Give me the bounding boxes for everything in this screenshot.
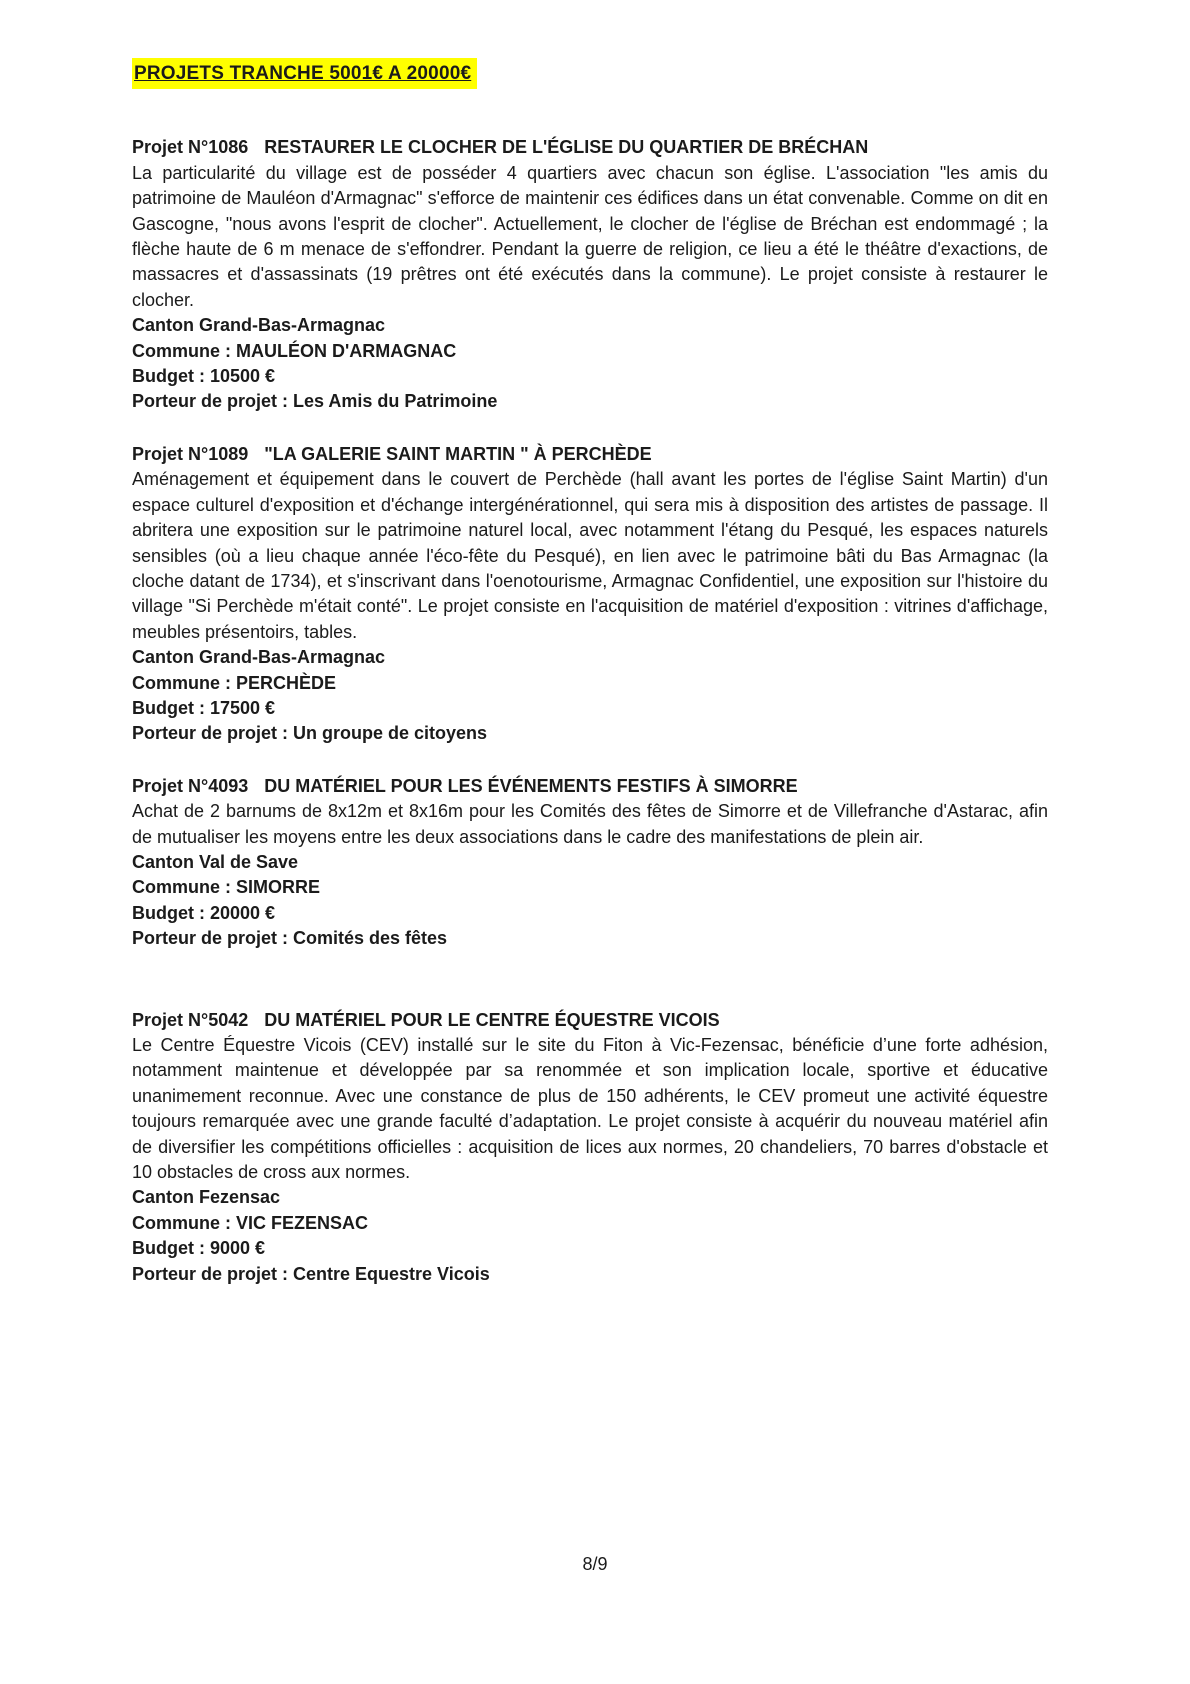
project-name: "LA GALERIE SAINT MARTIN " À PERCHÈDE [264,443,652,464]
project-entry-5042 [132,1008,1048,1287]
project-title [132,774,1048,799]
project-entry-1089 [132,442,1048,747]
project-number: Projet N°1086 [132,137,249,158]
project-name: RESTAURER LE CLOCHER DE L'ÉGLISE DU QUARTIER DE BRÉCHAN [264,137,869,158]
project-porteur: Porteur de projet : Un groupe de citoyens [132,723,488,744]
project-commune: Commune : MAULÉON D'ARMAGNAC [132,340,457,361]
project-title [132,1008,1048,1033]
project-budget: Budget : 20000 € [132,902,276,923]
project-canton: Canton Grand-Bas-Armagnac [132,315,386,336]
page-heading-highlight: PROJETS TRANCHE 5001€ A 20000€ [132,58,477,89]
project-entry-4093 [132,774,1048,952]
project-commune: Commune : SIMORRE [132,877,321,898]
project-canton: Canton Val de Save [132,851,299,872]
project-number: Projet N°1089 [132,443,249,464]
project-description: La particularité du village est de posséder 4 quartiers avec chacun son église. L'association "les amis du patrimoine de Mauléon d'Armagnac" s'efforce de maintenir ces édifices dans un état convenable. Comme on dit en Gascogne, "nous avons l'esprit de clocher". Actuellement, le clocher de l'église de Bréchan est endommagé ; la flèche haute de 6 m menace de s'effondrer. Pendant la guerre de religion, ce lieu a été le théâtre d'exactions, de massacres et d'assassinats (19 prêtres ont été exécutés dans la commune). Le projet consiste à restaurer le clocher. [132,162,1048,310]
project-porteur: Porteur de projet : Les Amis du Patrimoine [132,391,498,412]
project-name: DU MATÉRIEL POUR LES ÉVÉNEMENTS FESTIFS À SIMORRE [264,775,798,796]
project-number: Projet N°4093 [132,775,249,796]
project-budget: Budget : 17500 € [132,697,276,718]
project-porteur: Porteur de projet : Comités des fêtes [132,928,448,949]
page-number: 8/9 [582,1554,608,1574]
page-heading [132,58,1048,89]
project-porteur: Porteur de projet : Centre Equestre Vicois [132,1263,490,1284]
project-number: Projet N°5042 [132,1009,249,1030]
project-canton: Canton Fezensac [132,1187,281,1208]
project-description: Aménagement et équipement dans le couvert de Perchède (hall avant les portes de l'église Saint Martin) d'un espace culturel d'exposition et d'échange intergénérationnel, qui sera mis à disposition des artistes de passage. Il abritera une exposition sur le patrimoine naturel local, avec notamment l'étang du Pesqué, les espaces naturels sensibles (où a lieu chaque année l'éco-fête du Pesqué), en lien avec le patrimoine bâti du Bas Armagnac (la cloche datant de 1734), et s'inscrivant dans l'oenotourisme, Armagnac Confidentiel, une exposition sur l'histoire du village "Si Perchède m'était conté". Le projet consiste en l'acquisition de matériel d'exposition : vitrines d'affichage, meubles présentoirs, tables. [132,469,1048,642]
project-title [132,442,1048,467]
project-name: DU MATÉRIEL POUR LE CENTRE ÉQUESTRE VICOIS [264,1009,720,1030]
project-title [132,135,1048,160]
project-description: Le Centre Équestre Vicois (CEV) installé sur le site du Fiton à Vic-Fezensac, bénéficie d’une forte adhésion, notamment maintenue et développée par sa renommée et son implication locale, sportive et éducative unanimement reconnue. Avec une constance de plus de 150 adhérents, le CEV promeut une activité équestre toujours remarquée avec une grande faculté d’adaptation. Le projet consiste à acquérir du nouveau matériel afin de diversifier les compétitions officielles : acquisition de lices aux normes, 20 chandeliers, 70 barres d'obstacle et 10 obstacles de cross aux normes. [132,1035,1048,1183]
project-commune: Commune : VIC FEZENSAC [132,1212,369,1233]
project-canton: Canton Grand-Bas-Armagnac [132,647,386,668]
project-entry-1086 [132,135,1048,414]
project-budget: Budget : 9000 € [132,1238,266,1259]
project-commune: Commune : PERCHÈDE [132,672,337,693]
project-description: Achat de 2 barnums de 8x12m et 8x16m pour les Comités des fêtes de Simorre et de Villefranche d'Astarac, afin de mutualiser les moyens entre les deux associations dans le cadre des manifestations de plein air. [132,801,1048,847]
project-budget: Budget : 10500 € [132,366,276,387]
